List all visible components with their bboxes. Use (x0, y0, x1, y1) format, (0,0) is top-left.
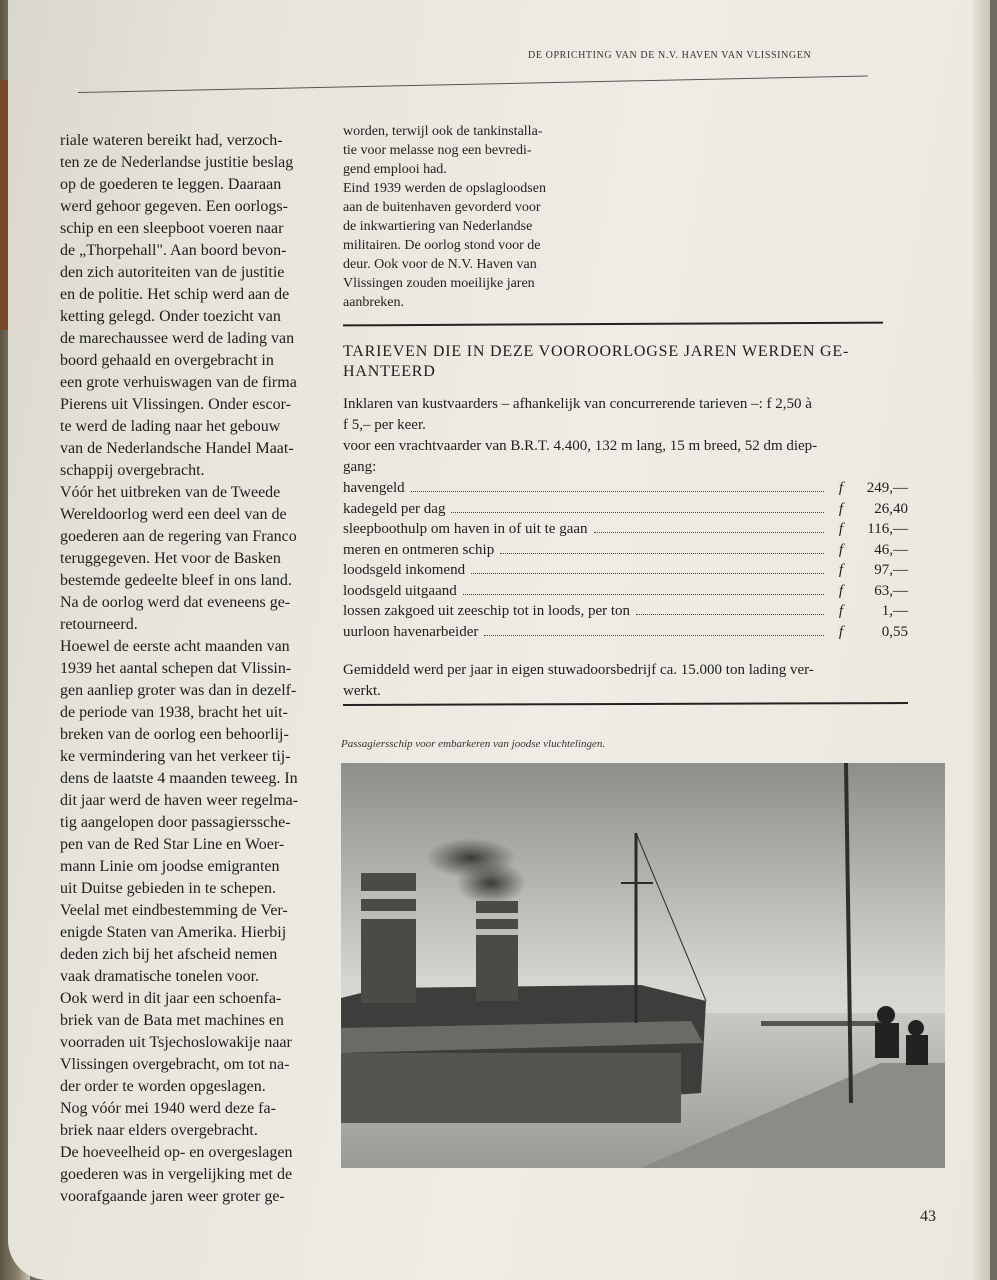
left-column-line: bestemde gedeelte bleef in ons land. (60, 572, 292, 589)
left-column-line: der order te worden opgeslagen. (60, 1078, 266, 1095)
tariff-list (343, 478, 908, 642)
header-rule (78, 75, 868, 93)
left-column-line: Nog vóór mei 1940 werd deze fa- (60, 1100, 276, 1117)
right-column-text (343, 122, 598, 312)
left-column-line: 1939 het aantal schepen dat Vlissin- (60, 660, 292, 677)
tariff-currency: f (838, 562, 844, 578)
left-column-line: breken van de oorlog een behoorlij- (60, 726, 289, 743)
left-column-line: briek naar elders overgebracht. (60, 1122, 258, 1139)
left-column-line: en de politie. Het schip werd aan de (60, 286, 290, 303)
leader-dots (594, 532, 824, 533)
right-column-line: aanbreken. (343, 295, 405, 310)
tariff-label: kadegeld per dag (343, 500, 446, 517)
tariff-footer-line: Gemiddeld werd per jaar in eigen stuwadoorsbedrijf ca. 15.000 ton lading ver- (343, 662, 814, 678)
dock-worker (908, 1020, 924, 1036)
left-column-line: vaak dramatische tonelen voor. (60, 968, 260, 985)
left-column-line: ketting gelegd. Onder toezicht van (60, 308, 281, 325)
right-column-line: militairen. De oorlog stond voor de (343, 238, 541, 253)
tariff-currency: f (838, 541, 844, 558)
tariff-box-bottom-rule (343, 702, 908, 705)
left-column-line: schip en een sleepboot voeren naar (60, 220, 284, 237)
breakwater (761, 1021, 881, 1026)
tariff-label: loodsgeld inkomend (343, 562, 466, 578)
tariff-row (343, 622, 908, 643)
leader-dots (463, 594, 824, 595)
tariff-label: loodsgeld uitgaand (343, 582, 457, 599)
tariff-amount: 0,55 (881, 623, 908, 640)
left-column-line: op de goederen te leggen. Daaraan (60, 176, 282, 193)
left-column-line: Ook werd in dit jaar een schoenfa- (60, 990, 282, 1007)
tariff-footer (343, 660, 908, 702)
left-column-line: ten ze de Nederlandse justitie beslag (60, 154, 294, 171)
left-column-line: van de Nederlandsche Handel Maat- (60, 440, 294, 457)
left-column-line: de marechaussee werd de lading van (60, 330, 295, 347)
right-column-line: aan de buitenhaven gevorderd voor (343, 200, 541, 215)
tariff-row (343, 581, 908, 602)
tariff-label: havengeld (343, 480, 405, 496)
left-column-line: mann Linie om joodse emigranten (60, 858, 280, 875)
tariff-title (343, 342, 893, 382)
running-head: DE OPRICHTING VAN DE N.V. HAVEN VAN VLISSINGEN (528, 50, 812, 61)
tariff-amount: 63,— (874, 582, 908, 599)
tariff-intro-line: voor een vrachtvaarder van B.R.T. 4.400, 132 m lang, 15 m breed, 52 dm diep- (343, 438, 818, 454)
tariff-label: uurloon havenarbeider (343, 623, 479, 640)
left-column-line: dit jaar werd de haven weer regelma- (60, 792, 299, 809)
tariff-row (343, 540, 908, 561)
left-column-line: retourneerd. (60, 616, 138, 633)
left-column-line: den zich autoriteiten van de justitie (60, 264, 285, 281)
left-column-line: pen van de Red Star Line en Woer- (60, 836, 285, 853)
tariff-currency: f (838, 582, 844, 599)
tariff-row (343, 519, 908, 540)
right-column-line: Eind 1939 werden de opslagloodsen (343, 181, 546, 196)
left-column-line: deden zich bij het afscheid nemen (60, 946, 278, 963)
right-column-line: gend emplooi had. (343, 162, 447, 177)
tariff-currency: f (838, 623, 844, 640)
left-column-line: enigde Staten van Amerika. Hierbij (60, 924, 287, 941)
leader-dots (471, 573, 824, 574)
left-column-line: Vlissingen overgebracht, om tot na- (60, 1056, 290, 1073)
book-page (8, 0, 990, 1280)
left-column-line: ke vermindering van het verkeer tij- (60, 748, 291, 765)
left-column-line: Vóór het uitbreken van de Tweede (60, 484, 281, 501)
leader-dots (451, 512, 824, 513)
tariff-amount: 116,— (867, 521, 908, 537)
tariff-currency: f (838, 480, 844, 496)
left-column-line: Pierens uit Vlissingen. Onder escor- (60, 396, 291, 413)
left-column-line: teruggegeven. Het voor de Basken (60, 550, 281, 567)
left-column-line: voorraden uit Tsjechoslowakije naar (60, 1034, 292, 1051)
tariff-label: sleepboothulp om haven in of uit te gaan (343, 521, 588, 537)
left-column-line: werd gehoor gegeven. Een oorlogs- (60, 198, 288, 215)
tariff-row (343, 601, 908, 622)
tariff-label: meren en ontmeren schip (343, 541, 495, 558)
ship-promenade (341, 1053, 681, 1123)
tariff-amount: 1,— (881, 603, 908, 619)
tariff-title-line: TARIEVEN DIE IN DEZE VOOROORLOGSE JAREN WERDEN GE- (343, 343, 850, 360)
right-column-line: de inkwartiering van Nederlandse (343, 219, 533, 234)
tariff-intro-line: gang: (343, 459, 377, 475)
photo-caption: Passagiersschip voor embarkeren van joodse vluchtelingen. (341, 738, 606, 750)
left-column-line: dens de laatste 4 maanden teweeg. In (60, 770, 298, 787)
left-column-line: uit Duitse gebieden in te schepen. (60, 880, 276, 897)
left-column-line: de periode van 1938, bracht het uit- (60, 704, 288, 721)
dock-worker (877, 1006, 895, 1024)
left-column-line: De hoeveelheid op- en overgeslagen (60, 1144, 293, 1161)
smoke-cloud (456, 861, 526, 905)
left-column-line: boord gehaald en overgebracht in (60, 352, 274, 369)
left-column-line: een grote verhuiswagen van de firma (60, 374, 297, 391)
left-column-line: tig aangelopen door passagierssche- (60, 814, 291, 831)
left-column-line: riale wateren bereikt had, verzoch- (60, 132, 283, 149)
left-column-line: te werd de lading naar het gebouw (60, 418, 281, 435)
left-column-line: Hoewel de eerste acht maanden van (60, 638, 290, 655)
right-column-line: worden, terwijl ook de tankinstalla- (343, 124, 543, 139)
leader-dots (411, 491, 824, 492)
tariff-label: lossen zakgoed uit zeeschip tot in loods, per ton (343, 603, 631, 619)
tariff-row (343, 560, 908, 581)
leader-dots (484, 635, 824, 636)
left-column-line: de „Thorpehall". Aan boord bevon- (60, 242, 287, 259)
left-column-line: gen aanliep groter was dan in dezelf- (60, 682, 297, 699)
tariff-currency: f (838, 500, 844, 517)
tariff-intro-line: f 5,– per keer. (343, 417, 426, 433)
left-column-line: goederen aan de regering van Franco (60, 528, 297, 545)
tariff-amount: 249,— (866, 480, 908, 496)
left-column-line: Veelal met eindbestemming de Ver- (60, 902, 288, 919)
leader-dots (500, 553, 824, 554)
left-column-line: voorafgaande jaren weer groter ge- (60, 1188, 285, 1205)
page-number: 43 (920, 1208, 936, 1225)
left-column-line: briek van de Bata met machines en (60, 1012, 284, 1029)
tariff-intro-line: Inklaren van kustvaarders – afhankelijk van concurrerende tarieven –: f 2,50 à (343, 396, 812, 412)
tariff-amount: 97,— (874, 562, 908, 578)
tariff-amount: 26,40 (874, 500, 908, 517)
tariff-footer-line: werkt. (343, 683, 381, 699)
tariff-box-top-rule (343, 322, 883, 326)
right-column-line: deur. Ook voor de N.V. Haven van (343, 257, 537, 272)
left-column-line: Na de oorlog werd dat eveneens ge- (60, 594, 291, 611)
left-column-line: goederen was in vergelijking met de (60, 1166, 293, 1183)
ship-photo (341, 763, 945, 1168)
page-edge (972, 0, 990, 1280)
right-column-line: Vlissingen zouden moeilijke jaren (343, 276, 535, 291)
left-column-line: schappij overgebracht. (60, 462, 205, 479)
tariff-currency: f (838, 603, 844, 619)
tariff-intro (343, 394, 908, 478)
tariff-row (343, 478, 908, 499)
tariff-currency: f (838, 521, 844, 537)
tariff-amount: 46,— (874, 541, 908, 558)
tariff-title-line: HANTEERD (343, 363, 436, 380)
left-column-line: Wereldoorlog werd een deel van de (60, 506, 287, 523)
right-column-line: tie voor melasse nog een bevredi- (343, 143, 532, 158)
left-column-text (60, 130, 315, 1208)
leader-dots (636, 614, 824, 615)
tariff-row (343, 499, 908, 520)
